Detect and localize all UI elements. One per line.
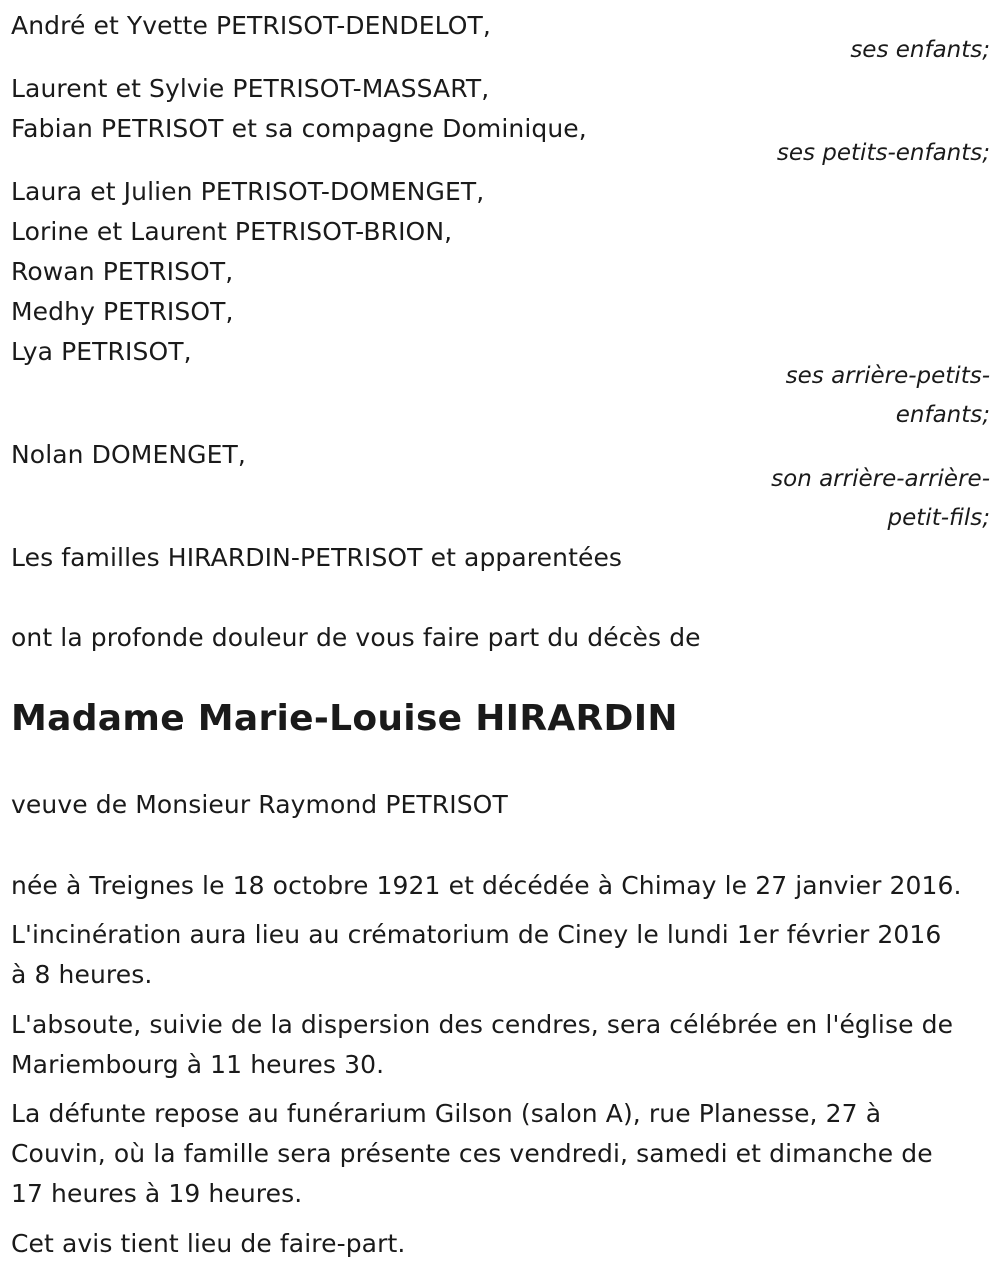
incineration-line-1: L'incinération aura lieu au crématorium de Ciney le lundi 1er février 2016	[11, 920, 942, 949]
great-grandchildren-names-line-5: Lya PETRISOT,	[11, 337, 192, 366]
great-great-grandchild-role-line-2: petit-fils;	[887, 505, 990, 531]
funerarium-line-3: 17 heures à 19 heures.	[11, 1179, 303, 1208]
absoute-line-2: Mariembourg à 11 heures 30.	[11, 1050, 385, 1079]
funerarium-line-2: Couvin, où la famille sera présente ces vendredi, samedi et dimanche de	[11, 1139, 933, 1168]
great-grandchildren-role-line-1: ses arrière-petits-	[785, 363, 990, 389]
great-grandchildren-role-line-2: enfants;	[895, 402, 990, 428]
children-role: ses enfants;	[850, 37, 990, 63]
great-great-grandchild-name: Nolan DOMENGET,	[11, 440, 246, 469]
widow-of-line: veuve de Monsieur Raymond PETRISOT	[11, 790, 508, 819]
birth-death-line: née à Treignes le 18 octobre 1921 et décédée à Chimay le 27 janvier 2016.	[11, 871, 962, 900]
families-line: Les familles HIRARDIN-PETRISOT et apparentées	[11, 543, 623, 572]
grandchildren-names-line-2: Fabian PETRISOT et sa compagne Dominique,	[11, 114, 587, 143]
great-great-grandchild-role-line-1: son arrière-arrière-	[771, 466, 990, 492]
closing-line: Cet avis tient lieu de faire-part.	[11, 1229, 406, 1258]
grandchildren-names-line-1: Laurent et Sylvie PETRISOT-MASSART,	[11, 74, 490, 103]
great-grandchildren-names-line-4: Medhy PETRISOT,	[11, 297, 234, 326]
incineration-line-2: à 8 heures.	[11, 960, 153, 989]
funerarium-line-1: La défunte repose au funérarium Gilson (salon A), rue Planesse, 27 à	[11, 1099, 882, 1128]
deceased-name: Madame Marie-Louise HIRARDIN	[11, 698, 678, 739]
great-grandchildren-names-line-2: Lorine et Laurent PETRISOT-BRION,	[11, 217, 453, 246]
absoute-line-1: L'absoute, suivie de la dispersion des cendres, sera célébrée en l'église de	[11, 1010, 954, 1039]
grandchildren-role: ses petits-enfants;	[776, 140, 990, 166]
announcement-line: ont la profonde douleur de vous faire part du décès de	[11, 623, 701, 652]
children-names-line-1: André et Yvette PETRISOT-DENDELOT,	[11, 11, 491, 40]
great-grandchildren-names-line-1: Laura et Julien PETRISOT-DOMENGET,	[11, 177, 485, 206]
great-grandchildren-names-line-3: Rowan PETRISOT,	[11, 257, 234, 286]
